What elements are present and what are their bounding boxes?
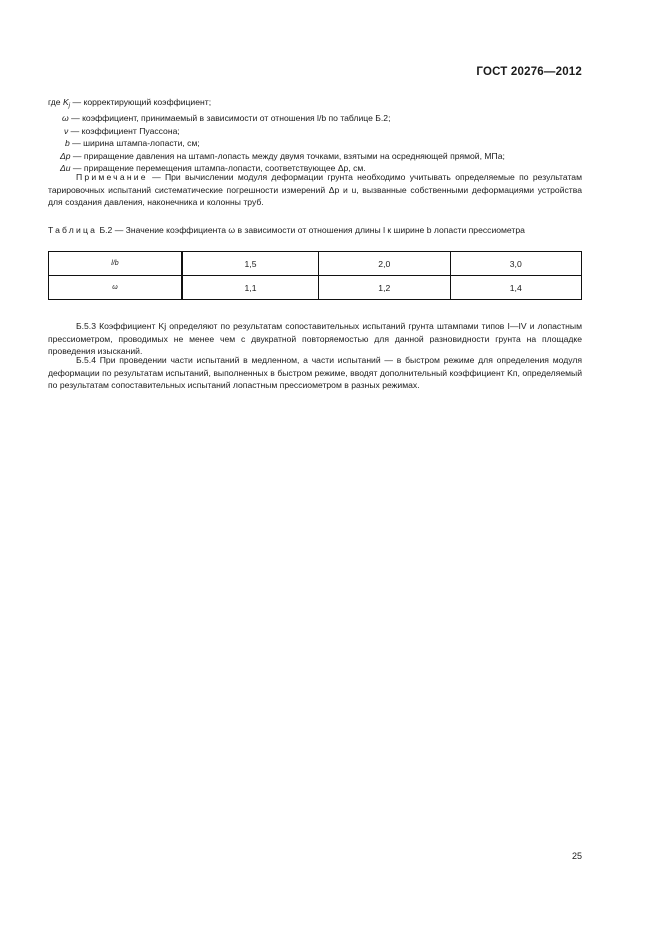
definition-symbol: Δu (60, 163, 71, 174)
definition-symbol: b (65, 138, 70, 149)
page-number: 25 (571, 851, 582, 861)
table-cell: 1,5 (182, 252, 319, 276)
symbol-definitions (48, 96, 588, 174)
table-cell: 1,4 (450, 276, 581, 300)
table-cell: 1,1 (182, 276, 319, 300)
note-block (48, 171, 582, 209)
definition-text: — корректирующий коэффициент; (70, 97, 212, 107)
note-label: Примечание (76, 172, 148, 182)
definition-symbol: ν (64, 125, 69, 136)
paragraph-b-5-4: Б.5.4 При проведении части испытаний в медленном, а части испытаний — в быстром режиме для определения модуля деформации по результатам испытаний, выполненных в быстром режиме, вводят дополнительный коэффициент Kп, определяемый по результатам сопоставительных испытаний лопастным прессиометром в разных режимах. (48, 355, 582, 391)
paragraph-b-5-3: Б.5.3 Коэффициент Kj определяют по результатам сопоставительных испытаний грунта штампами типов I—IV и лопастным прессиометром, проводимых не менее чем с двукратной повторяемостью для данной разновидности грунта на площадке проведения изысканий. (48, 321, 582, 357)
definition-text: — ширина штампа-лопасти, см; (69, 138, 200, 149)
definition-symbol: Δp (60, 150, 71, 161)
table-cell: 3,0 (450, 252, 581, 276)
definition-text: — приращение перемещения штампа-лопасти, соответствующее Δp, см. (70, 163, 366, 174)
definition-text: — приращение давления на штамп-лопасть между двумя точками, взятыми на осредняющей прямой, МПа; (70, 150, 505, 161)
table-row (49, 276, 582, 300)
note-text: — При вычислении модуля деформации грунта необходимо учитывать определяемые по результатам тарировочных испытаний систематические погрешности измерений Δp и u, вызванные собственными деформациями устройства для создания давления, наконечника и колонны труб. (48, 172, 582, 208)
table-row (49, 252, 582, 276)
row-header: l/b (49, 252, 183, 276)
definition-lead: где (48, 97, 63, 107)
table-cell: 1,2 (319, 276, 450, 300)
table-caption (48, 224, 582, 236)
document-id-header: ГОСТ 20276—2012 (476, 66, 582, 78)
definition-row (48, 137, 588, 149)
definition-symbol: K (62, 97, 69, 107)
definition-row (48, 150, 588, 162)
definition-text: — коэффициент Пуассона; (68, 125, 180, 136)
definition-row (48, 96, 588, 112)
definition-text: — коэффициент, принимаемый в зависимости от отношения l/b по таблице Б.2; (68, 113, 391, 124)
table-label: Таблица (48, 225, 98, 235)
row-header: ω (49, 276, 183, 300)
definition-row (48, 125, 588, 137)
coefficient-table (48, 251, 582, 300)
definition-row (48, 112, 588, 124)
definition-symbol: ω (62, 113, 69, 124)
table-cell: 2,0 (319, 252, 450, 276)
table-caption-text: Б.2 — Значение коэффициента ω в зависимости от отношения длины l к ширине b лопасти прессиометра (97, 225, 525, 235)
definition-subscript: j (68, 102, 71, 109)
